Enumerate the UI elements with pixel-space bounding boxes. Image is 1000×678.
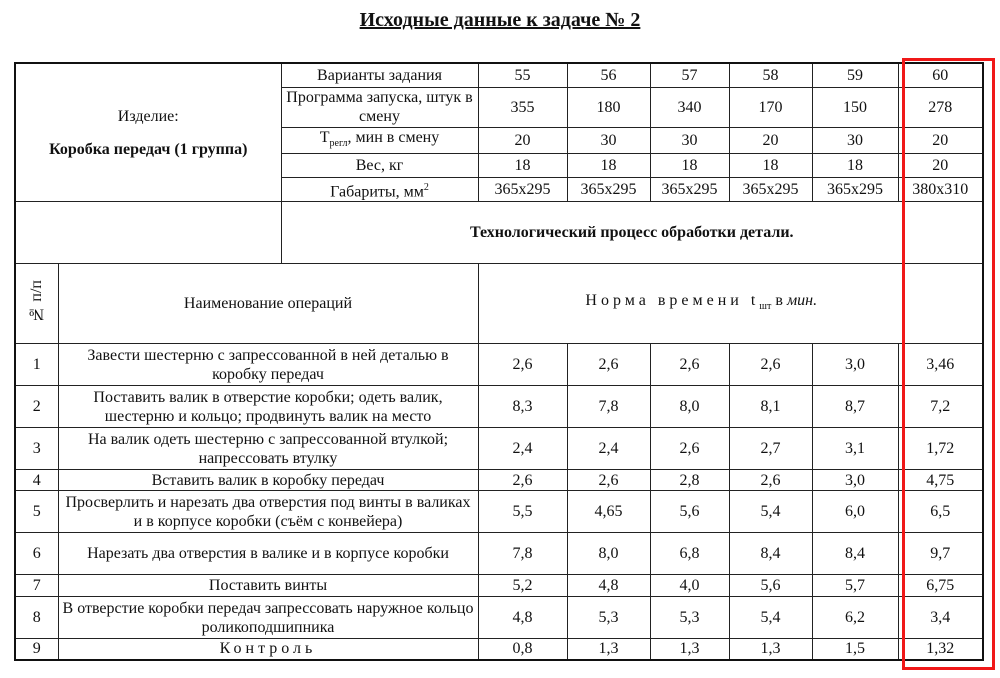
time-value: 2,7 [729, 428, 812, 470]
operation-number: 7 [15, 575, 58, 597]
operation-row [15, 597, 983, 639]
time-value: 3,1 [812, 428, 898, 470]
param-value: 18 [650, 153, 729, 177]
time-value: 9,7 [898, 533, 983, 575]
operation-number: 4 [15, 470, 58, 491]
operation-number: 1 [15, 344, 58, 386]
time-value: 5,7 [812, 575, 898, 597]
operation-name: Завести шестерню с запрессованной в ней деталью в коробку передач [58, 344, 478, 386]
operation-number: 6 [15, 533, 58, 575]
time-value: 1,3 [650, 639, 729, 660]
time-value: 5,3 [650, 597, 729, 639]
operation-name: Вставить валик в коробку передач [58, 470, 478, 491]
time-value: 2,6 [650, 344, 729, 386]
time-value: 4,8 [478, 597, 567, 639]
operation-number: 5 [15, 491, 58, 533]
time-value: 8,4 [729, 533, 812, 575]
param-value: 18 [478, 153, 567, 177]
num-header-text: № п/п [28, 279, 46, 323]
norm-unit: мин. [786, 291, 818, 309]
product-cell [15, 63, 281, 202]
time-value: 4,8 [567, 575, 650, 597]
param-value: 30 [812, 127, 898, 153]
param-label: Варианты задания [281, 63, 478, 87]
param-value: 380x310 [898, 177, 983, 201]
param-value: 59 [812, 63, 898, 87]
time-value: 6,75 [898, 575, 983, 597]
param-value: 355 [478, 87, 567, 127]
empty-cell [15, 202, 281, 264]
param-value: 18 [567, 153, 650, 177]
time-value: 8,0 [567, 533, 650, 575]
param-value: 18 [729, 153, 812, 177]
time-value: 3,0 [812, 470, 898, 491]
time-value: 2,6 [650, 428, 729, 470]
operation-number: 3 [15, 428, 58, 470]
param-value: 170 [729, 87, 812, 127]
time-value: 7,8 [478, 533, 567, 575]
time-value: 5,6 [729, 575, 812, 597]
operation-name: В отверстие коробки передач запрессовать наружное кольцо роликоподшипника [58, 597, 478, 639]
time-value: 4,0 [650, 575, 729, 597]
label-main: Т [319, 128, 330, 146]
param-value: 365x295 [650, 177, 729, 201]
norm-rest: в [771, 291, 787, 309]
param-value: 30 [567, 127, 650, 153]
page-title: Исходные данные к задаче № 2 [359, 9, 641, 31]
param-value: 340 [650, 87, 729, 127]
task-data-table [14, 62, 984, 661]
param-row [15, 63, 983, 87]
time-value: 2,6 [729, 470, 812, 491]
operation-header: Наименование операций [58, 264, 478, 344]
operation-row [15, 344, 983, 386]
time-value: 5,4 [729, 491, 812, 533]
process-title-row [15, 202, 983, 264]
time-value: 2,6 [567, 344, 650, 386]
param-value: 365x295 [567, 177, 650, 201]
time-value: 6,8 [650, 533, 729, 575]
operation-row [15, 639, 983, 660]
time-value: 2,8 [650, 470, 729, 491]
time-value: 6,5 [898, 491, 983, 533]
label-main: Габариты, мм [330, 183, 424, 201]
label-sub: регл [329, 137, 348, 149]
param-value: 150 [812, 87, 898, 127]
time-value: 1,32 [898, 639, 983, 660]
param-label [281, 127, 478, 153]
time-value: 5,2 [478, 575, 567, 597]
param-value: 365x295 [478, 177, 567, 201]
param-value: 30 [650, 127, 729, 153]
operation-number: 9 [15, 639, 58, 660]
time-value: 5,6 [650, 491, 729, 533]
param-value: 20 [729, 127, 812, 153]
time-value: 5,5 [478, 491, 567, 533]
time-value: 6,0 [812, 491, 898, 533]
time-value: 7,2 [898, 386, 983, 428]
param-value: 278 [898, 87, 983, 127]
param-value: 56 [567, 63, 650, 87]
operations-header-row [15, 264, 983, 344]
param-value: 20 [898, 153, 983, 177]
param-value: 20 [478, 127, 567, 153]
time-value: 7,8 [567, 386, 650, 428]
operation-row [15, 470, 983, 491]
process-title: Технологический процесс обработки детали. [281, 202, 983, 264]
time-value: 2,6 [567, 470, 650, 491]
operation-row [15, 575, 983, 597]
time-value: 1,3 [567, 639, 650, 660]
param-value: 365x295 [812, 177, 898, 201]
param-value: 18 [812, 153, 898, 177]
time-value: 5,3 [567, 597, 650, 639]
param-label: Программа запуска, штук в смену [281, 87, 478, 127]
time-value: 4,65 [567, 491, 650, 533]
param-value: 20 [898, 127, 983, 153]
time-value: 2,6 [729, 344, 812, 386]
time-value: 3,46 [898, 344, 983, 386]
num-header [15, 264, 58, 344]
time-value: 8,0 [650, 386, 729, 428]
param-value: 58 [729, 63, 812, 87]
operation-row [15, 428, 983, 470]
operation-name: Поставить винты [58, 575, 478, 597]
time-value: 5,4 [729, 597, 812, 639]
highlight-variant-60 [902, 58, 995, 670]
time-value: 8,4 [812, 533, 898, 575]
param-label: Вес, кг [281, 153, 478, 177]
time-value: 8,7 [812, 386, 898, 428]
norm-sub: шт [759, 301, 772, 313]
param-value: 57 [650, 63, 729, 87]
param-value: 60 [898, 63, 983, 87]
operation-name: Нарезать два отверстия в валике и в корпусе коробки [58, 533, 478, 575]
time-value: 1,5 [812, 639, 898, 660]
operation-name: Поставить валик в отверстие коробки; одеть валик, шестерню и кольцо; продвинуть валик на место [58, 386, 478, 428]
time-value: 1,3 [729, 639, 812, 660]
param-value: 365x295 [729, 177, 812, 201]
time-value: 2,4 [478, 428, 567, 470]
product-label: Изделие: [117, 107, 179, 125]
label-rest: , мин в смену [347, 128, 440, 146]
time-value: 0,8 [478, 639, 567, 660]
operation-name: Просверлить и нарезать два отверстия под винты в валиках и в корпусе коробки (съём с конвейера) [58, 491, 478, 533]
time-value: 4,75 [898, 470, 983, 491]
product-name: Коробка передач (1 группа) [49, 140, 248, 158]
param-value: 55 [478, 63, 567, 87]
time-value: 3,4 [898, 597, 983, 639]
operation-row [15, 386, 983, 428]
time-value: 2,4 [567, 428, 650, 470]
operation-number: 8 [15, 597, 58, 639]
operation-row [15, 533, 983, 575]
operation-name: На валик одеть шестерню с запрессованной втулкой; напрессовать втулку [58, 428, 478, 470]
time-value: 8,3 [478, 386, 567, 428]
time-value: 8,1 [729, 386, 812, 428]
norm-main: Норма времени t [585, 291, 760, 309]
time-value: 6,2 [812, 597, 898, 639]
time-value: 2,6 [478, 470, 567, 491]
label-sup: 2 [423, 181, 429, 193]
time-value: 2,6 [478, 344, 567, 386]
time-value: 3,0 [812, 344, 898, 386]
param-value: 180 [567, 87, 650, 127]
operation-row [15, 491, 983, 533]
operation-number: 2 [15, 386, 58, 428]
operation-name: Контроль [58, 639, 478, 660]
param-label [281, 177, 478, 201]
time-value: 1,72 [898, 428, 983, 470]
